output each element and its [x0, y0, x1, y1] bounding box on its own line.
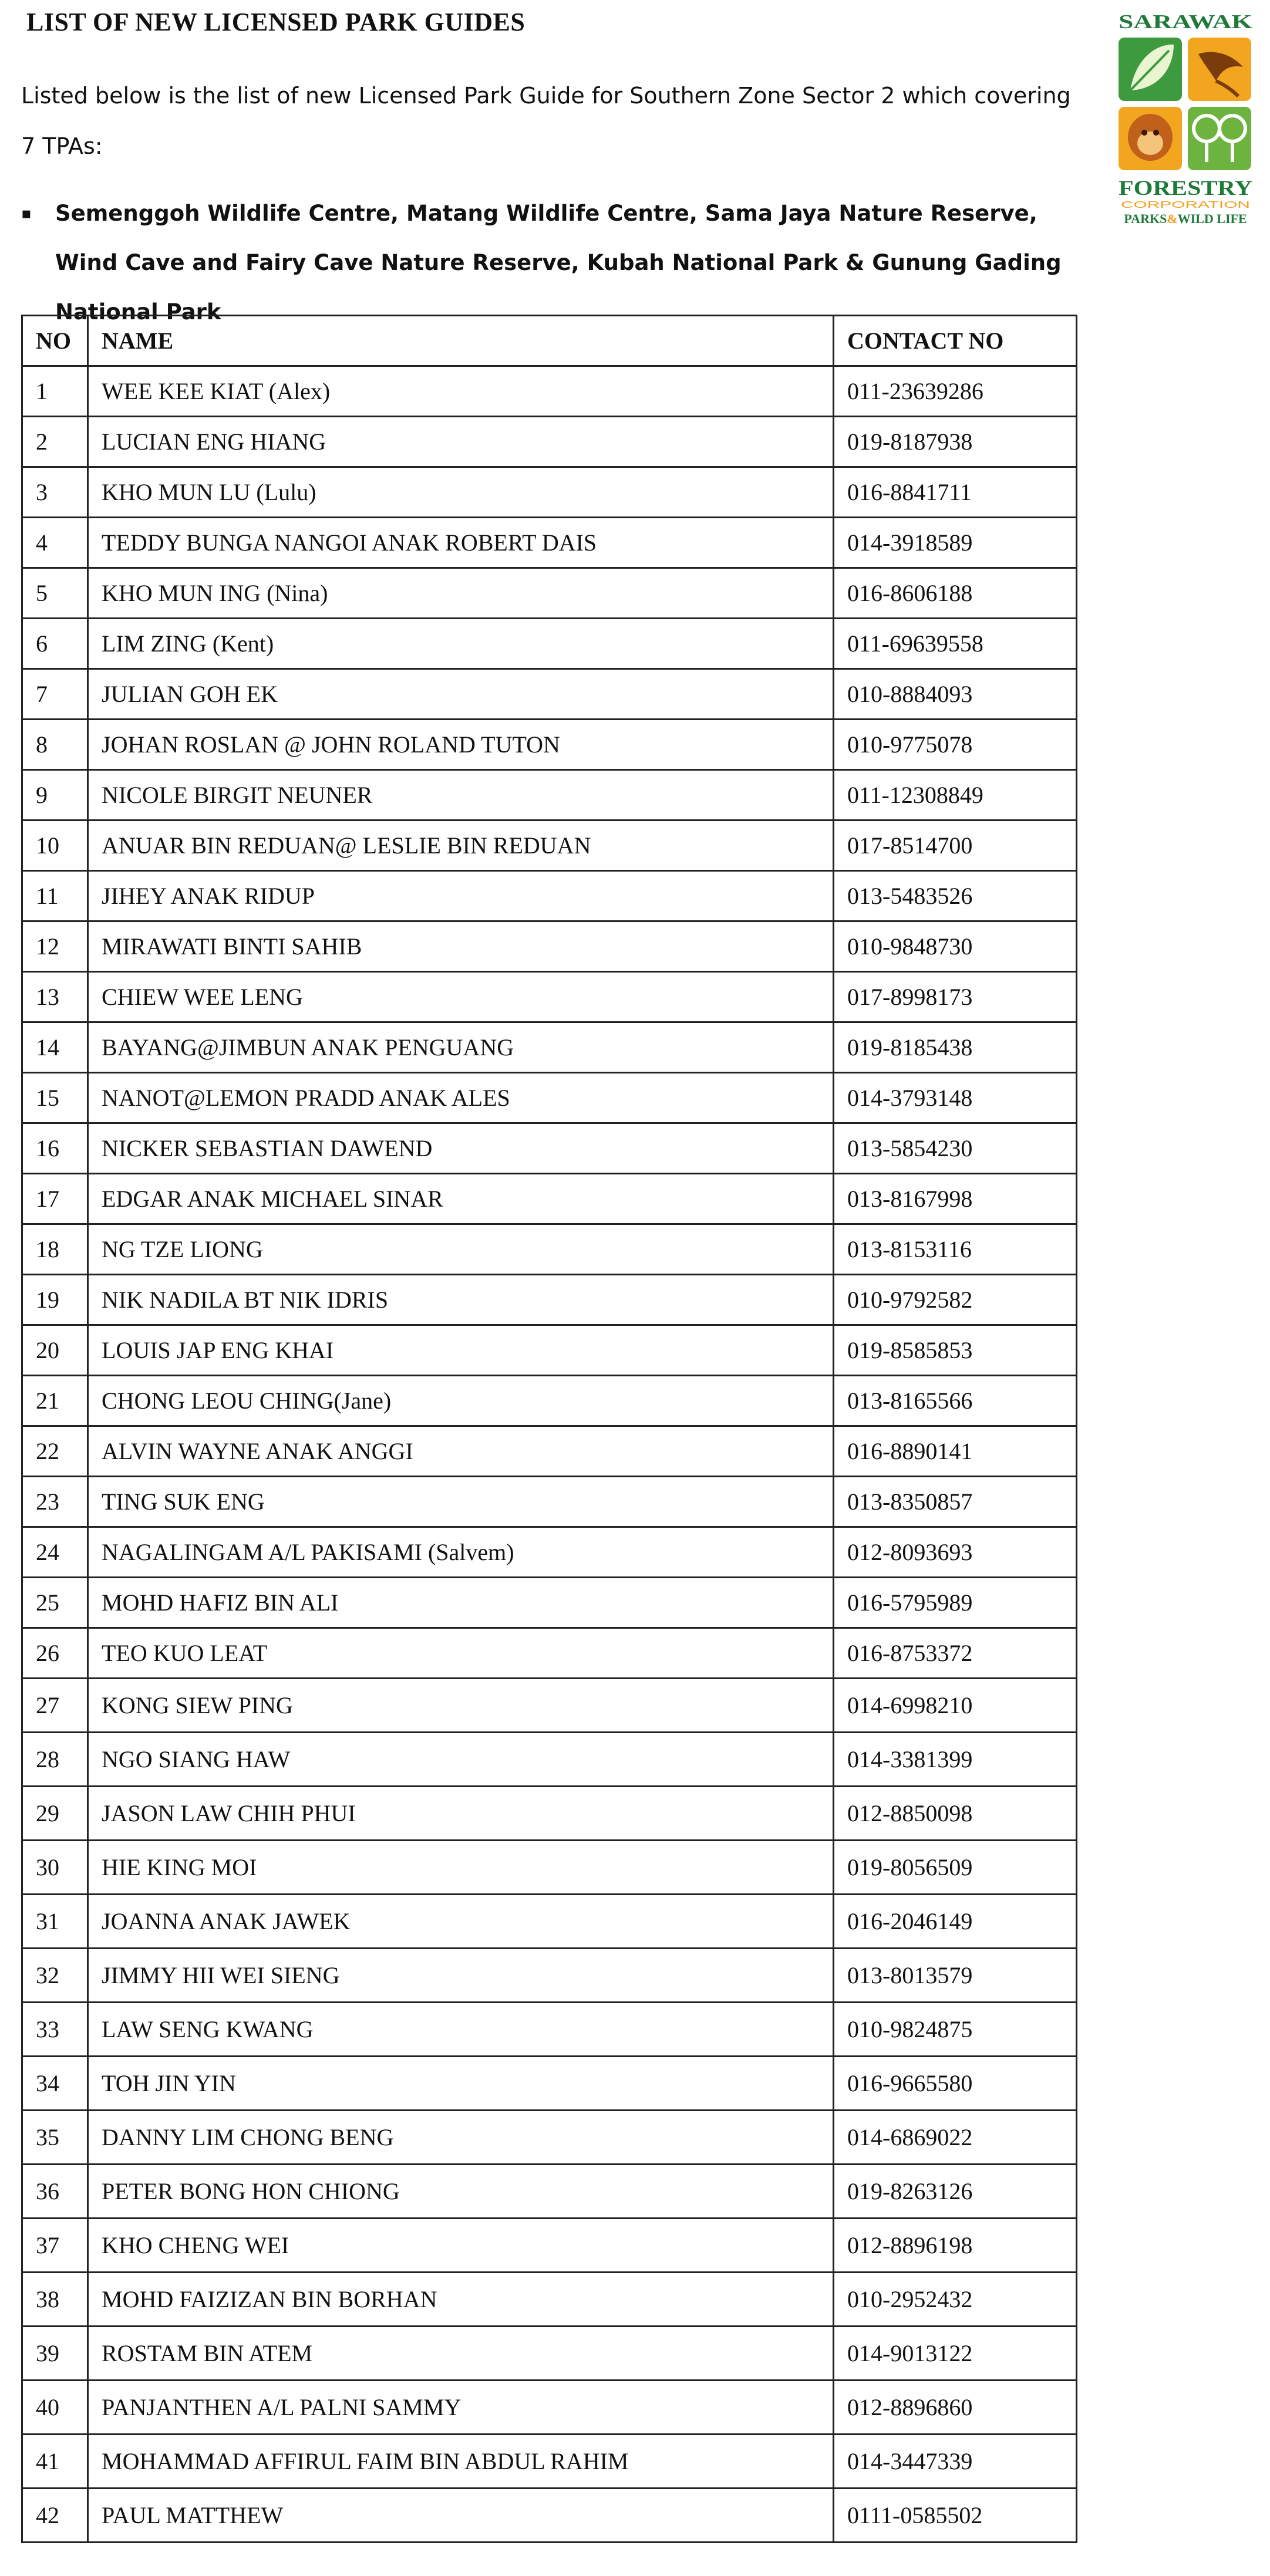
cell-contact: 012-8896860	[834, 2381, 1077, 2435]
table-row	[22, 1275, 1077, 1325]
cell-name: JASON LAW CHIH PHUI	[88, 1787, 834, 1841]
table-row	[22, 1073, 1077, 1123]
cell-no: 1	[22, 366, 88, 417]
cell-name: HIE KING MOI	[88, 1841, 834, 1895]
cell-name: LAW SENG KWANG	[88, 2003, 834, 2057]
table-row	[22, 1022, 1077, 1073]
logo-name-text: SARAWAK	[1119, 11, 1253, 33]
cell-name: ALVIN WAYNE ANAK ANGGI	[88, 1426, 834, 1477]
cell-no: 42	[22, 2489, 88, 2543]
cell-name: LOUIS JAP ENG KHAI	[88, 1325, 834, 1376]
table-row	[22, 1578, 1077, 1628]
cell-contact: 014-9013122	[834, 2327, 1077, 2381]
cell-no: 29	[22, 1787, 88, 1841]
cell-name: TEO KUO LEAT	[88, 1628, 834, 1679]
cell-contact: 016-5795989	[834, 1578, 1077, 1628]
tree-icon	[1188, 107, 1251, 170]
cell-no: 23	[22, 1477, 88, 1527]
cell-contact: 010-9775078	[834, 720, 1077, 770]
cell-contact: 016-8890141	[834, 1426, 1077, 1477]
table-row	[22, 770, 1077, 821]
cell-no: 5	[22, 568, 88, 619]
table-header-row	[22, 316, 1077, 366]
table-row	[22, 1477, 1077, 1527]
logo-tagline: PARKS&WILD LIFE	[1124, 211, 1247, 226]
cell-contact: 017-8998173	[834, 972, 1077, 1022]
cell-contact: 014-6869022	[834, 2111, 1077, 2165]
cell-contact: 019-8185438	[834, 1022, 1077, 1073]
cell-no: 3	[22, 467, 88, 518]
cell-contact: 012-8896198	[834, 2219, 1077, 2273]
cell-name: LIM ZING (Kent)	[88, 619, 834, 669]
cell-no: 16	[22, 1123, 88, 1174]
cell-no: 40	[22, 2381, 88, 2435]
cell-no: 31	[22, 1895, 88, 1949]
cell-contact: 012-8850098	[834, 1787, 1077, 1841]
cell-contact: 013-5483526	[834, 871, 1077, 921]
leaf-icon	[1119, 38, 1182, 101]
cell-no: 15	[22, 1073, 88, 1123]
table-row	[22, 2057, 1077, 2111]
table-row	[22, 1895, 1077, 1949]
cell-contact: 016-8753372	[834, 1628, 1077, 1679]
cell-contact: 016-8606188	[834, 568, 1077, 619]
cell-contact: 010-8884093	[834, 669, 1077, 720]
cell-name: LUCIAN ENG HIANG	[88, 417, 834, 467]
cell-no: 22	[22, 1426, 88, 1477]
logo-corporation-text: CORPORATION	[1121, 200, 1250, 210]
cell-no: 36	[22, 2165, 88, 2219]
table-row	[22, 1949, 1077, 2003]
cell-no: 26	[22, 1628, 88, 1679]
cell-name: NIK NADILA BT NIK IDRIS	[88, 1275, 834, 1325]
cell-name: JIMMY HII WEI SIENG	[88, 1949, 834, 2003]
cell-contact: 013-8013579	[834, 1949, 1077, 2003]
table-row	[22, 1527, 1077, 1578]
page-title: LIST OF NEW LICENSED PARK GUIDES	[26, 8, 525, 36]
cell-name: PANJANTHEN A/L PALNI SAMMY	[88, 2381, 834, 2435]
cell-contact: 016-2046149	[834, 1895, 1077, 1949]
cell-no: 12	[22, 921, 88, 972]
table-row	[22, 2165, 1077, 2219]
intro-paragraph: Listed below is the list of new Licensed Park Guide for Southern Zone Sector 2 which covering 7 TPAs:	[21, 83, 1071, 159]
cell-name: NANOT@LEMON PRADD ANAK ALES	[88, 1073, 834, 1123]
cell-contact: 0111-0585502	[834, 2489, 1077, 2543]
logo-name2-text: FORESTRY	[1119, 176, 1253, 200]
cell-no: 13	[22, 972, 88, 1022]
guides-table-container	[21, 315, 1077, 2543]
cell-contact: 010-9824875	[834, 2003, 1077, 2057]
cell-contact: 014-3793148	[834, 1073, 1077, 1123]
cell-name: EDGAR ANAK MICHAEL SINAR	[88, 1174, 834, 1224]
cell-no: 21	[22, 1376, 88, 1426]
cell-name: KHO MUN ING (Nina)	[88, 568, 834, 619]
table-row	[22, 720, 1077, 770]
cell-no: 27	[22, 1679, 88, 1733]
cell-no: 17	[22, 1174, 88, 1224]
cell-name: KHO CHENG WEI	[88, 2219, 834, 2273]
cell-no: 11	[22, 871, 88, 921]
table-row	[22, 417, 1077, 467]
table-row	[22, 1426, 1077, 1477]
cell-contact: 017-8514700	[834, 821, 1077, 871]
table-row	[22, 1376, 1077, 1426]
table-row	[22, 921, 1077, 972]
table-row	[22, 2489, 1077, 2543]
cell-contact: 010-9792582	[834, 1275, 1077, 1325]
orangutan-icon	[1119, 107, 1182, 170]
cell-contact: 011-12308849	[834, 770, 1077, 821]
cell-name: PETER BONG HON CHIONG	[88, 2165, 834, 2219]
table-row	[22, 669, 1077, 720]
cell-name: CHIEW WEE LENG	[88, 972, 834, 1022]
cell-name: WEE KEE KIAT (Alex)	[88, 366, 834, 417]
table-row	[22, 972, 1077, 1022]
cell-contact: 010-9848730	[834, 921, 1077, 972]
cell-contact: 019-8187938	[834, 417, 1077, 467]
cell-no: 38	[22, 2273, 88, 2327]
header-no: NO	[22, 316, 88, 366]
cell-contact: 013-8165566	[834, 1376, 1077, 1426]
tpa-list-text: Semenggoh Wildlife Centre, Matang Wildlife Centre, Sama Jaya Nature Reserve, Wind Cave and Fairy Cave Nature Reserve, Kubah National Park & Gunung Gading National Park	[55, 201, 1062, 325]
table-row	[22, 568, 1077, 619]
cell-no: 28	[22, 1733, 88, 1787]
cell-no: 19	[22, 1275, 88, 1325]
cell-no: 30	[22, 1841, 88, 1895]
table-row	[22, 467, 1077, 518]
cell-contact: 013-8350857	[834, 1477, 1077, 1527]
cell-name: JOHAN ROSLAN @ JOHN ROLAND TUTON	[88, 720, 834, 770]
cell-contact: 016-9665580	[834, 2057, 1077, 2111]
cell-no: 20	[22, 1325, 88, 1376]
cell-name: PAUL MATTHEW	[88, 2489, 834, 2543]
table-row	[22, 2327, 1077, 2381]
cell-contact: 011-23639286	[834, 366, 1077, 417]
cell-no: 35	[22, 2111, 88, 2165]
cell-name: CHONG LEOU CHING(Jane)	[88, 1376, 834, 1426]
table-row	[22, 1325, 1077, 1376]
cell-name: ROSTAM BIN ATEM	[88, 2327, 834, 2381]
table-row	[22, 2435, 1077, 2489]
cell-name: ANUAR BIN REDUAN@ LESLIE BIN REDUAN	[88, 821, 834, 871]
cell-contact: 010-2952432	[834, 2273, 1077, 2327]
cell-no: 32	[22, 1949, 88, 2003]
table-row	[22, 1787, 1077, 1841]
cell-no: 39	[22, 2327, 88, 2381]
cell-no: 6	[22, 619, 88, 669]
table-row	[22, 1224, 1077, 1275]
cell-name: MIRAWATI BINTI SAHIB	[88, 921, 834, 972]
cell-name: NICOLE BIRGIT NEUNER	[88, 770, 834, 821]
cell-name: NGO SIANG HAW	[88, 1733, 834, 1787]
cell-no: 37	[22, 2219, 88, 2273]
cell-name: MOHAMMAD AFFIRUL FAIM BIN ABDUL RAHIM	[88, 2435, 834, 2489]
cell-contact: 014-3447339	[834, 2435, 1077, 2489]
cell-contact: 014-3918589	[834, 518, 1077, 568]
cell-no: 33	[22, 2003, 88, 2057]
table-row	[22, 2003, 1077, 2057]
cell-no: 25	[22, 1578, 88, 1628]
cell-name: KHO MUN LU (Lulu)	[88, 467, 834, 518]
cell-no: 2	[22, 417, 88, 467]
guides-table	[21, 315, 1077, 2543]
table-row	[22, 619, 1077, 669]
cell-contact: 011-69639558	[834, 619, 1077, 669]
table-row	[22, 2381, 1077, 2435]
table-row	[22, 2219, 1077, 2273]
table-row	[22, 2111, 1077, 2165]
cell-no: 24	[22, 1527, 88, 1578]
table-row	[22, 1174, 1077, 1224]
cell-no: 41	[22, 2435, 88, 2489]
cell-contact: 019-8056509	[834, 1841, 1077, 1895]
cell-name: BAYANG@JIMBUN ANAK PENGUANG	[88, 1022, 834, 1073]
table-row	[22, 1123, 1077, 1174]
table-row	[22, 518, 1077, 568]
table-row	[22, 1733, 1077, 1787]
cell-contact: 019-8585853	[834, 1325, 1077, 1376]
cell-contact: 012-8093693	[834, 1527, 1077, 1578]
cell-contact: 014-6998210	[834, 1679, 1077, 1733]
bullet-icon: ▪	[21, 205, 32, 222]
cell-name: JOANNA ANAK JAWEK	[88, 1895, 834, 1949]
cell-contact: 019-8263126	[834, 2165, 1077, 2219]
cell-name: MOHD FAIZIZAN BIN BORHAN	[88, 2273, 834, 2327]
cell-contact: 013-8167998	[834, 1174, 1077, 1224]
cell-no: 10	[22, 821, 88, 871]
cell-name: DANNY LIM CHONG BENG	[88, 2111, 834, 2165]
table-row	[22, 1628, 1077, 1679]
cell-contact: 014-3381399	[834, 1733, 1077, 1787]
cell-name: MOHD HAFIZ BIN ALI	[88, 1578, 834, 1628]
cell-contact: 013-5854230	[834, 1123, 1077, 1174]
cell-contact: 016-8841711	[834, 467, 1077, 518]
cell-name: TEDDY BUNGA NANGOI ANAK ROBERT DAIS	[88, 518, 834, 568]
cell-contact: 013-8153116	[834, 1224, 1077, 1275]
cell-no: 8	[22, 720, 88, 770]
table-row	[22, 1679, 1077, 1733]
table-row	[22, 2273, 1077, 2327]
cell-name: NAGALINGAM A/L PAKISAMI (Salvem)	[88, 1527, 834, 1578]
cell-no: 18	[22, 1224, 88, 1275]
cell-no: 7	[22, 669, 88, 720]
table-row	[22, 821, 1077, 871]
cell-name: NICKER SEBASTIAN DAWEND	[88, 1123, 834, 1174]
cell-name: KONG SIEW PING	[88, 1679, 834, 1733]
cell-no: 9	[22, 770, 88, 821]
cell-no: 34	[22, 2057, 88, 2111]
cell-name: NG TZE LIONG	[88, 1224, 834, 1275]
cell-no: 14	[22, 1022, 88, 1073]
cell-name: JIHEY ANAK RIDUP	[88, 871, 834, 921]
sarawak-forestry-logo	[1113, 8, 1258, 231]
table-row	[22, 871, 1077, 921]
cell-name: TOH JIN YIN	[88, 2057, 834, 2111]
hornbill-icon	[1188, 38, 1251, 101]
cell-name: JULIAN GOH EK	[88, 669, 834, 720]
cell-no: 4	[22, 518, 88, 568]
cell-name: TING SUK ENG	[88, 1477, 834, 1527]
header-contact: CONTACT NO	[834, 316, 1077, 366]
table-row	[22, 366, 1077, 417]
table-row	[22, 1841, 1077, 1895]
table-body	[22, 366, 1077, 2543]
header-name: NAME	[88, 316, 834, 366]
